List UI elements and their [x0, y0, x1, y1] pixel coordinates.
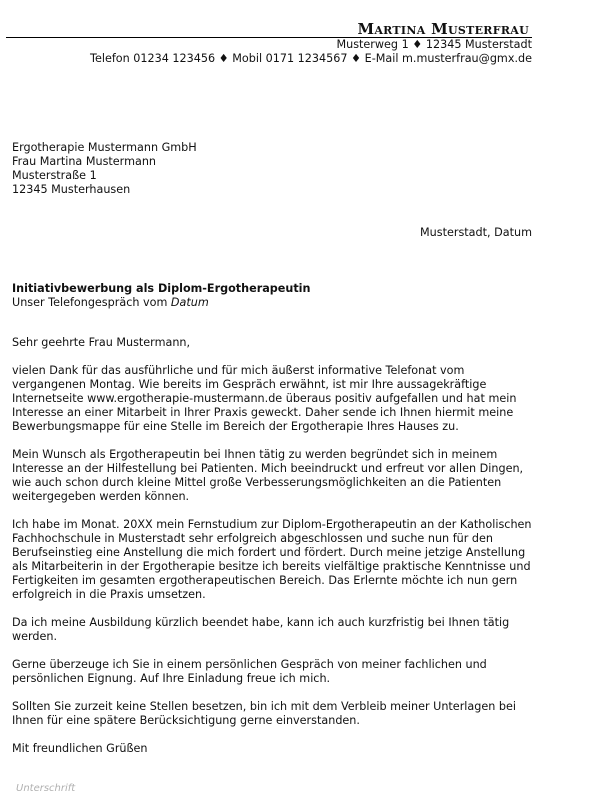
recipient-address	[12, 141, 197, 197]
sender-name: Martina Musterfrau	[357, 20, 529, 38]
sender-contact: Telefon 01234 123456 ♦ Mobil 0171 1234567 ♦ E-Mail m.musterfrau@gmx.de	[90, 52, 532, 65]
body-paragraph: vielen Dank für das ausführliche und für mich äußerst informative Telefonat vom vergangenen Montag. Wie bereits im Gespräch erwähnt, ist mir Ihre aussagekräftige Internetseite www.ergotherapie-mustermann.de überaus positiv aufgefallen und hat mein Interesse an einer Mitarbeit in Ihrer Praxis geweckt. Daher sende ich Ihnen hiermit meine Bewerbungsmappe für eine Stelle im Bereich der Ergotherapie Ihres Hauses zu.	[12, 364, 517, 433]
body-paragraph: Gerne überzeuge ich Sie in einem persönlichen Gespräch von meiner fachlichen und persönlichen Eignung. Auf Ihre Einladung freue ich mich.	[12, 658, 487, 685]
recipient-line: Ergotherapie Mustermann GmbH	[12, 141, 197, 154]
body-paragraph: Sollten Sie zurzeit keine Stellen besetzen, bin ich mit dem Verbleib meiner Unterlagen bei Ihnen für eine spätere Berücksichtigung gerne einverstanden.	[12, 700, 516, 727]
letter-body	[12, 336, 534, 770]
subject-title: Initiativbewerbung als Diplom-Ergotherapeutin	[12, 282, 311, 295]
body-paragraph: Ich habe im Monat. 20XX mein Fernstudium zur Diplom-Ergotherapeutin an der Katholischen Fachhochschule in Musterstadt sehr erfolgreich abgeschlossen und suche nun für den Berufseinstieg eine Anstellung die mich fordert und fördert. Durch meine jetzige Anstellung als Mitarbeiterin in der Ergotherapie besitze ich bereits vielfältige praktische Kenntnisse und Fertigkeiten im gesamten ergotherapeutischen Bereich. Das Erlernte möchte ich nun gern erfolgreich in die Praxis umsetzen.	[12, 518, 532, 601]
reference-date: Datum	[170, 296, 209, 309]
subject-reference	[12, 296, 310, 310]
signature-placeholder: Unterschrift	[16, 783, 76, 794]
closing: Mit freundlichen Grüßen	[12, 742, 148, 755]
recipient-line: 12345 Musterhausen	[12, 183, 131, 196]
reference-prefix: Unser Telefongespräch vom	[12, 296, 171, 309]
subject-block	[12, 282, 310, 310]
salutation: Sehr geehrte Frau Mustermann,	[12, 336, 191, 349]
recipient-line: Musterstraße 1	[12, 169, 97, 182]
body-paragraph: Mein Wunsch als Ergotherapeutin bei Ihnen tätig zu werden begründet sich in meinem Interesse an der Hilfestellung bei Patienten. Mich beeindruckt und erfreut vor allen Dingen, wie auch schon durch kleine Mittel große Verbesserungsmöglichkeiten an die Patienten weitergegeben werden können.	[12, 448, 524, 503]
place-date: Musterstadt, Datum	[420, 226, 532, 239]
body-paragraph: Da ich meine Ausbildung kürzlich beendet habe, kann ich auch kurzfristig bei Ihnen tätig werden.	[12, 616, 510, 643]
recipient-line: Frau Martina Mustermann	[12, 155, 157, 168]
sender-address: Musterweg 1 ♦ 12345 Musterstadt	[336, 38, 532, 51]
